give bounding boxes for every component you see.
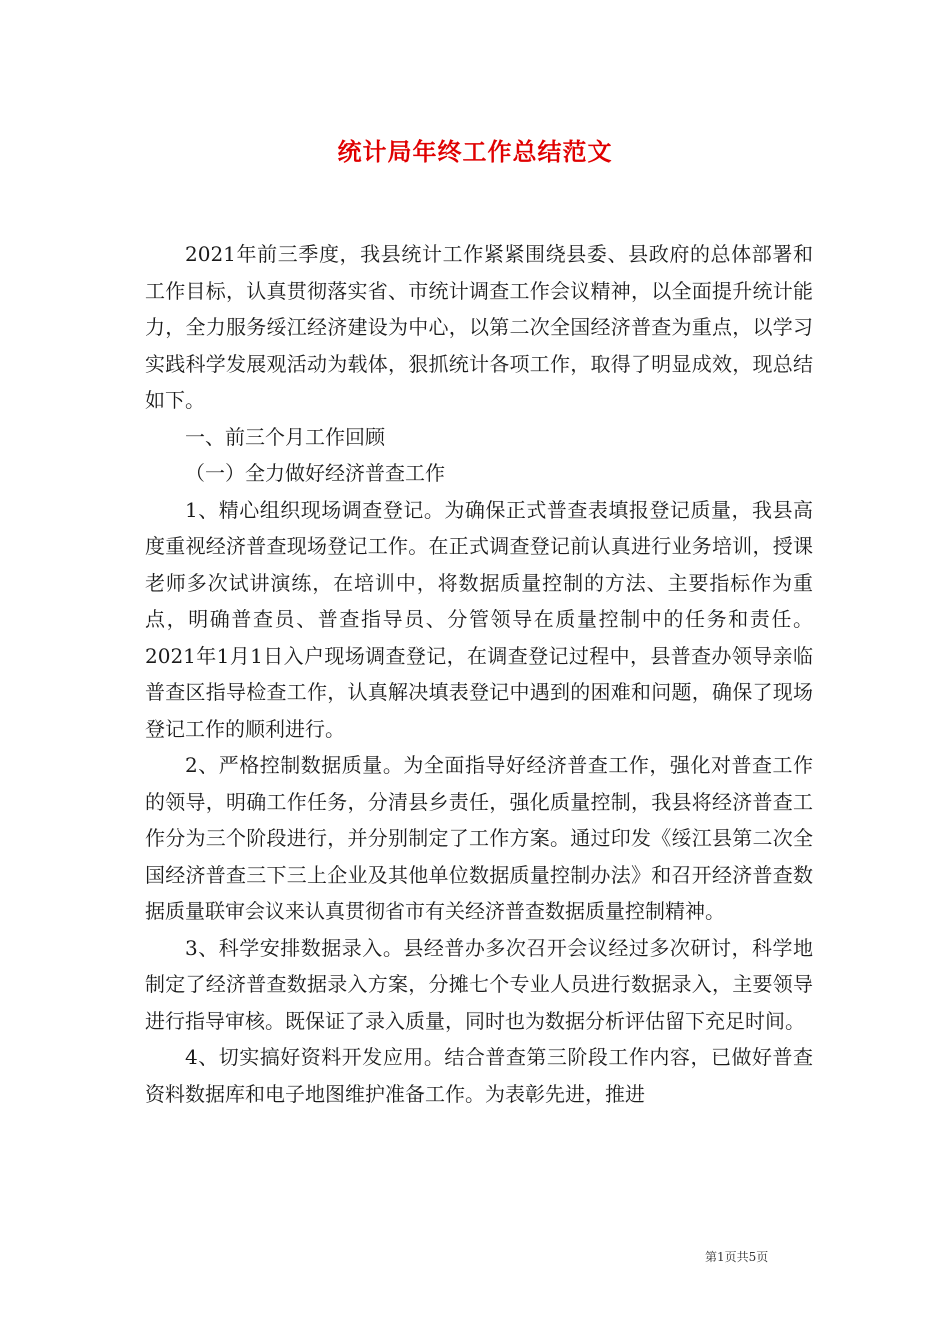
page-number-footer: 第1页共5页 — [705, 1250, 769, 1264]
paragraph-intro: 2021年前三季度，我县统计工作紧紧围绕县委、县政府的总体部署和工作目标，认真贯彻落实省、市统计调查工作会议精神，以全面提升统计能力，全力服务绥江经济建设为中心，以第二次全国经济普查为重点，以学习实践科学发展观活动为载体，狠抓统计各项工作，取得了明显成效，现总结如下。 — [145, 242, 813, 412]
paragraph-item-4: 4、切实搞好资料开发应用。结合普查第三阶段工作内容，已做好普查资料数据库和电子地图维护准备工作。为表彰先进，推进 — [145, 1045, 813, 1106]
paragraph-item-2: 2、严格控制数据质量。为全面指导好经济普查工作，强化对普查工作的领导，明确工作任务，分清县乡责任，强化质量控制，我县将经济普查工作分为三个阶段进行，并分别制定了工作方案。通过印发《绥江县第二次全国经济普查三下三上企业及其他单位数据质量控制办法》和召开经济普查数据质量联审会议来认真贯彻省市有关经济普查数据质量控制精神。 — [145, 753, 813, 923]
paragraph-item-3: 3、科学安排数据录入。县经普办多次召开会议经过多次研讨，科学地制定了经济普查数据录入方案，分摊七个专业人员进行数据录入，主要领导进行指导审核。既保证了录入质量，同时也为数据分析评估留下充足时间。 — [145, 935, 813, 1033]
document-body — [145, 236, 813, 1112]
paragraph-item-1: 1、精心组织现场调查登记。为确保正式普查表填报登记质量，我县高度重视经济普查现场登记工作。在正式调查登记前认真进行业务培训，授课老师多次试讲演练，在培训中，将数据质量控制的方法、主要指标作为重点，明确普查员、普查指导员、分管领导在质量控制中的任务和责任。2021年1月1日入户现场调查登记，在调查登记过程中，县普查办领导亲临普查区指导检查工作，认真解决填表登记中遇到的困难和问题，确保了现场登记工作的顺利进行。 — [145, 497, 813, 741]
section-heading: 一、前三个月工作回顾 — [185, 424, 385, 449]
subsection-heading: （一）全力做好经济普查工作 — [185, 461, 445, 485]
document-title: 统计局年终工作总结范文 — [337, 137, 613, 166]
